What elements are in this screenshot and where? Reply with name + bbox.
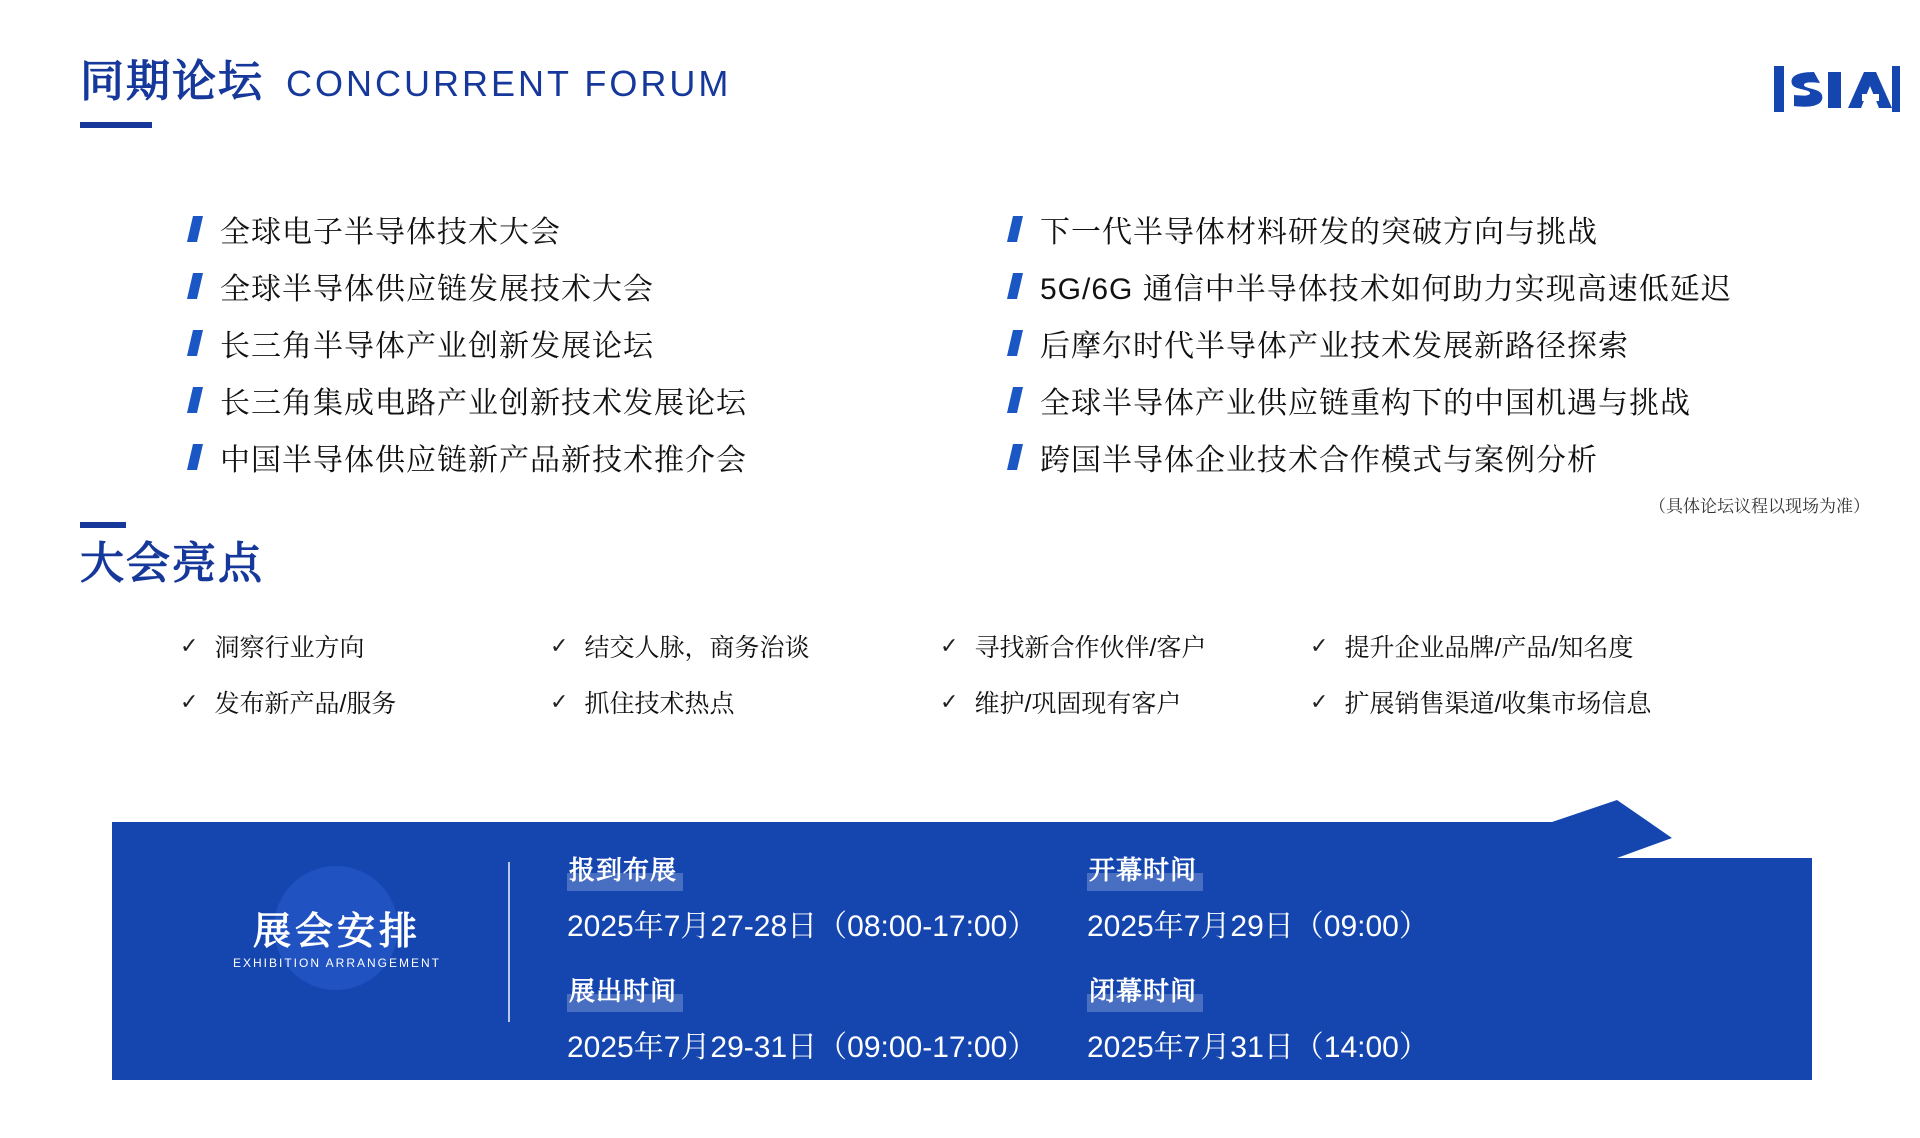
schedule-entry-value: 2025年7月27-28日（08:00-17:00） bbox=[567, 910, 1038, 943]
schedule-entry-label: 展出时间 bbox=[567, 969, 683, 1012]
forum-item-label: 全球半导体供应链发展技术大会 bbox=[220, 272, 654, 306]
forum-list-item[interactable] bbox=[190, 371, 990, 428]
forum-list-item[interactable] bbox=[1010, 314, 1810, 371]
forum-list-item[interactable] bbox=[190, 428, 990, 485]
highlights-title: 大会亮点 bbox=[80, 539, 264, 588]
forum-item-label: 中国半导体供应链新产品新技术推介会 bbox=[220, 443, 747, 477]
highlights-header bbox=[80, 522, 264, 588]
highlight-item bbox=[1310, 618, 1900, 674]
highlight-label: 维护/巩固现有客户 bbox=[974, 690, 1182, 718]
bullet-icon bbox=[1007, 444, 1023, 470]
schedule-column-2 bbox=[1087, 848, 1607, 1090]
forum-item-label: 后摩尔时代半导体产业技术发展新路径探索 bbox=[1040, 329, 1629, 363]
bullet-icon bbox=[187, 330, 203, 356]
header-title-row bbox=[80, 57, 1840, 106]
forum-footnote: （具体论坛议程以现场为准） bbox=[1649, 497, 1870, 516]
schedule-entry bbox=[567, 969, 1087, 1066]
vertical-divider bbox=[508, 862, 510, 1022]
highlight-label: 提升企业品牌/产品/知名度 bbox=[1344, 634, 1634, 662]
forum-item-label: 长三角集成电路产业创新技术发展论坛 bbox=[220, 386, 747, 420]
forum-list-item[interactable] bbox=[190, 257, 990, 314]
forum-column-left bbox=[190, 200, 990, 485]
schedule-title-block bbox=[222, 878, 452, 1008]
check-icon: ✓ bbox=[550, 689, 569, 714]
forum-list-item[interactable] bbox=[190, 314, 990, 371]
bullet-icon bbox=[187, 216, 203, 242]
highlight-item bbox=[180, 674, 550, 730]
schedule-column-1 bbox=[567, 848, 1087, 1090]
forum-item-label: 5G/6G 通信中半导体技术如何助力实现高速低延迟 bbox=[1040, 272, 1732, 306]
check-icon: ✓ bbox=[940, 633, 959, 658]
schedule-entry bbox=[567, 848, 1087, 945]
schedule-banner bbox=[112, 800, 1812, 1080]
forum-item-label: 全球半导体产业供应链重构下的中国机遇与挑战 bbox=[1040, 386, 1691, 420]
schedule-content bbox=[112, 800, 1812, 1080]
forum-item-label: 全球电子半导体技术大会 bbox=[220, 215, 561, 249]
highlight-label: 结交人脉，商务治谈 bbox=[584, 634, 810, 662]
highlight-item bbox=[180, 618, 550, 674]
highlights-grid bbox=[180, 618, 1900, 730]
sia-logo bbox=[1774, 62, 1900, 118]
check-icon: ✓ bbox=[1310, 689, 1329, 714]
title-underline bbox=[80, 122, 152, 128]
highlight-item bbox=[550, 618, 940, 674]
highlight-label: 洞察行业方向 bbox=[214, 634, 365, 662]
schedule-entry-value: 2025年7月29日（09:00） bbox=[1087, 910, 1429, 943]
bullet-icon bbox=[187, 444, 203, 470]
forum-lists bbox=[190, 200, 1870, 485]
bullet-icon bbox=[187, 387, 203, 413]
schedule-title: 展会安排 bbox=[252, 911, 421, 953]
highlight-item bbox=[550, 674, 940, 730]
bullet-icon bbox=[1007, 387, 1023, 413]
forum-item-label: 下一代半导体材料研发的突破方向与挑战 bbox=[1040, 215, 1598, 249]
highlight-item bbox=[940, 618, 1310, 674]
bullet-icon bbox=[187, 273, 203, 299]
bullet-icon bbox=[1007, 273, 1023, 299]
forum-list-item[interactable] bbox=[1010, 371, 1810, 428]
highlights-dash bbox=[80, 522, 126, 528]
forum-list-item[interactable] bbox=[190, 200, 990, 257]
highlight-item bbox=[1310, 674, 1900, 730]
check-icon: ✓ bbox=[550, 633, 569, 658]
schedule-subtitle: EXHIBITION ARRANGEMENT bbox=[232, 956, 442, 970]
schedule-entry-value: 2025年7月29-31日（09:00-17:00） bbox=[567, 1031, 1038, 1064]
schedule-entry-label: 报到布展 bbox=[567, 848, 683, 891]
forum-item-label: 跨国半导体企业技术合作模式与案例分析 bbox=[1040, 443, 1598, 477]
schedule-entry bbox=[1087, 969, 1607, 1066]
page-header bbox=[80, 57, 1840, 150]
highlight-label: 发布新产品/服务 bbox=[214, 690, 397, 718]
forum-item-label: 长三角半导体产业创新发展论坛 bbox=[220, 329, 654, 363]
page-title: 同期论坛 bbox=[80, 57, 264, 106]
schedule-entry-value: 2025年7月31日（14:00） bbox=[1087, 1031, 1429, 1064]
forum-list-item[interactable] bbox=[1010, 428, 1810, 485]
check-icon: ✓ bbox=[940, 689, 959, 714]
forum-list-item[interactable] bbox=[1010, 200, 1810, 257]
highlight-label: 寻找新合作伙伴/客户 bbox=[974, 634, 1207, 662]
highlight-label: 抓住技术热点 bbox=[584, 690, 735, 718]
highlight-item bbox=[940, 674, 1310, 730]
check-icon: ✓ bbox=[180, 689, 199, 714]
page-title-english: CONCURRENT FORUM bbox=[286, 63, 732, 104]
schedule-entry-label: 闭幕时间 bbox=[1087, 969, 1203, 1012]
highlight-label: 扩展销售渠道/收集市场信息 bbox=[1344, 690, 1652, 718]
check-icon: ✓ bbox=[180, 633, 199, 658]
forum-column-right bbox=[1010, 200, 1810, 485]
schedule-entry bbox=[1087, 848, 1607, 945]
schedule-entry-label: 开幕时间 bbox=[1087, 848, 1203, 891]
bullet-icon bbox=[1007, 216, 1023, 242]
bullet-icon bbox=[1007, 330, 1023, 356]
sia-logo-icon bbox=[1774, 62, 1900, 118]
check-icon: ✓ bbox=[1310, 633, 1329, 658]
forum-list-item[interactable] bbox=[1010, 257, 1810, 314]
